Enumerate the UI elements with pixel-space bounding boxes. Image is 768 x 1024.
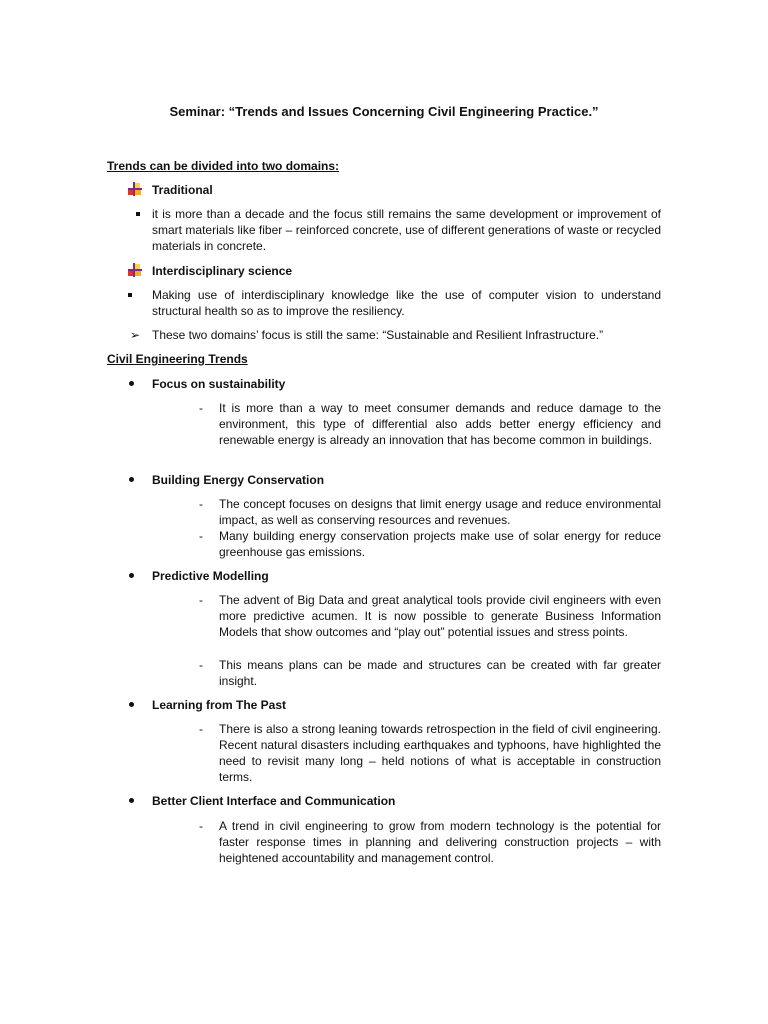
arrow-bullet-icon: ➢ [130, 328, 141, 342]
round-bullet [129, 798, 134, 803]
domain-text-traditional [152, 206, 661, 254]
trend-point-text: There is also a strong leaning towards retrospection in the field of civil engineering. Recent natural disasters including earthquakes and typhoons, have highlighted the need to revisit many long – held notions of what is acceptable in construction terms. [219, 722, 661, 784]
trend-point-text: It is more than a way to meet consumer demands and reduce damage to the environment, this type of differential also adds better energy efficiency and renewable energy is already an innovation that has become common in buildings. [219, 401, 661, 447]
square-bullet [128, 293, 132, 297]
dash-bullet: - [199, 401, 203, 415]
domains-conclusion: These two domains’ focus is still the same: “Sustainable and Resilient Infrastructure.” [152, 328, 604, 342]
trend-point-text: This means plans can be made and structures can be created with far greater insight. [219, 658, 661, 688]
trend-point [219, 657, 661, 689]
square-bullet [136, 212, 140, 216]
flag-bullet-icon [128, 182, 142, 196]
trend-label-predictive-modelling: Predictive Modelling [152, 569, 269, 583]
dash-bullet: - [199, 529, 203, 543]
trend-label-learning-past: Learning from The Past [152, 698, 287, 712]
trend-point-text: The advent of Big Data and great analytical tools provide civil engineers with even more predictive acumen. It is now possible to generate Business Information Models that show outcomes and “play out” potential issues and stress points. [219, 593, 661, 639]
domain-label-interdisciplinary: Interdisciplinary science [152, 264, 293, 278]
trend-point [219, 818, 661, 866]
page-title: Seminar: “Trends and Issues Concerning Civil Engineering Practice.” [169, 104, 599, 119]
trend-point [219, 400, 661, 448]
trend-label-client-interface: Better Client Interface and Communication [152, 794, 396, 808]
flag-bullet-icon [128, 263, 142, 277]
trend-point [219, 528, 661, 560]
dash-bullet: - [199, 593, 203, 607]
section-heading-domains: Trends can be divided into two domains: [107, 159, 340, 173]
dash-bullet: - [199, 497, 203, 511]
domain-text-traditional-content: it is more than a decade and the focus still remains the same development or improvement of smart materials like fiber – reinforced concrete, use of different generations of waste or recycled materials in concrete. [152, 207, 661, 253]
trend-label-sustainability: Focus on sustainability [152, 377, 286, 391]
round-bullet [129, 573, 134, 578]
dash-bullet: - [199, 819, 203, 833]
domain-text-interdisciplinary-content: Making use of interdisciplinary knowledge like the use of computer vision to understand structural health so as to improve the resiliency. [152, 288, 661, 318]
domain-label-traditional: Traditional [152, 183, 213, 197]
round-bullet [129, 477, 134, 482]
dash-bullet: - [199, 658, 203, 672]
trend-point-text: The concept focuses on designs that limit energy usage and reduce environmental impact, as well as conserving resources and revenues. [219, 497, 661, 527]
dash-bullet: - [199, 722, 203, 736]
trend-point [219, 721, 661, 785]
domain-text-interdisciplinary [152, 287, 661, 319]
section-heading-trends: Civil Engineering Trends [107, 352, 248, 366]
trend-point-text: A trend in civil engineering to grow from modern technology is the potential for faster response times in planning and delivering construction projects – with heightened accountability and management control. [219, 819, 661, 865]
round-bullet [129, 381, 134, 386]
round-bullet [129, 702, 134, 707]
trend-label-energy-conservation: Building Energy Conservation [152, 473, 325, 487]
trend-point [219, 592, 661, 640]
trend-point-text: Many building energy conservation projects make use of solar energy for reduce greenhouse gas emissions. [219, 529, 661, 559]
trend-point [219, 496, 661, 528]
